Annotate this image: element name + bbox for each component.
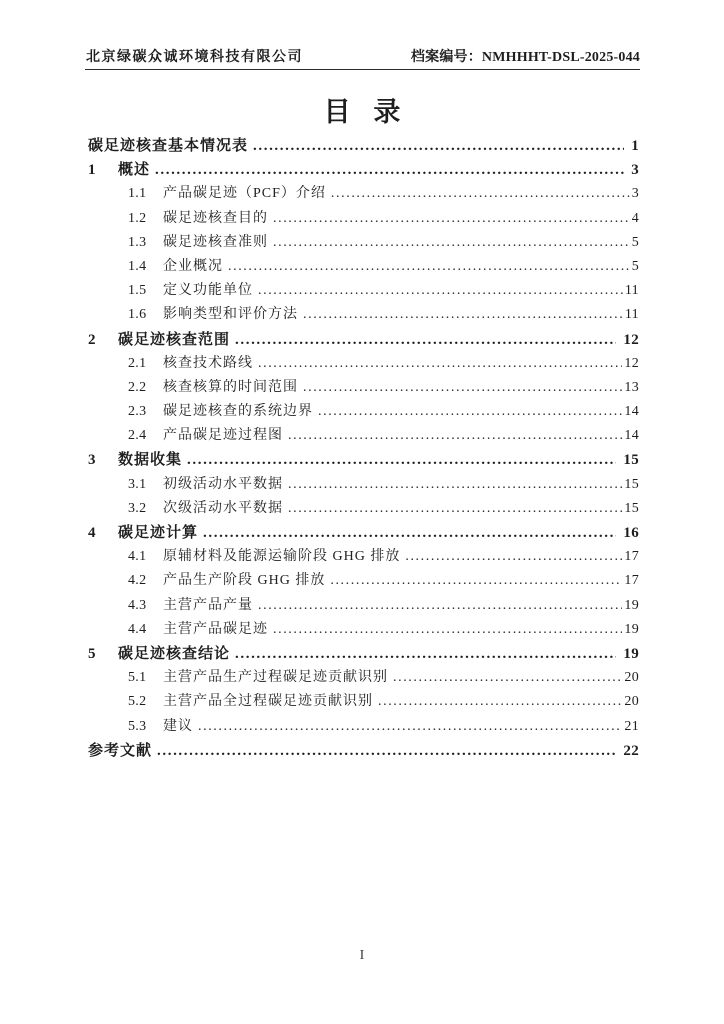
toc-entry (88, 642, 639, 666)
toc-entry-number: 1.2 (128, 210, 147, 226)
toc-entry-number: 1.1 (128, 186, 147, 202)
leader-dots (258, 283, 623, 299)
toc-entry (88, 594, 639, 618)
toc-entry (88, 376, 639, 400)
toc-entry-number: 2.2 (128, 379, 147, 395)
toc-entry-page: 11 (624, 283, 639, 299)
toc-entry (88, 303, 639, 327)
toc-entry-label: 碳足迹核查基本情况表 (88, 138, 249, 154)
toc-entry-label: 影响类型和评价方法 (163, 307, 298, 323)
toc-entry-label: 主营产品全过程碳足迹贡献识别 (163, 694, 373, 710)
toc-entry-label: 产品生产阶段 GHG 排放 (163, 573, 326, 589)
toc-entry-page: 15 (623, 452, 639, 469)
toc-entry-label: 碳足迹核查范围 (118, 331, 231, 348)
toc-entry-number: 1.6 (128, 307, 147, 323)
company-name: 北京绿碳众诚环境科技有限公司 (86, 50, 303, 65)
toc-entry-number: 3.1 (128, 476, 147, 492)
toc-entry (88, 473, 639, 497)
toc-entry (88, 328, 639, 352)
toc-entry-label: 主营产品产量 (163, 597, 253, 613)
toc-entry-label: 产品碳足迹（PCF）介绍 (163, 186, 326, 202)
toc-entry-label: 主营产品生产过程碳足迹贡献识别 (163, 670, 388, 686)
leader-dots (330, 573, 622, 589)
toc-entry-page: 12 (623, 331, 639, 348)
toc-entry-label: 碳足迹核查结论 (118, 645, 231, 662)
toc-entry-page: 15 (624, 476, 639, 492)
leader-dots (235, 332, 616, 349)
toc-entry (88, 545, 639, 569)
toc-entry-page: 3 (631, 162, 639, 179)
leader-dots (288, 428, 622, 444)
toc-entry (88, 424, 639, 448)
toc-entry-page: 3 (631, 186, 639, 202)
toc-entry (88, 158, 639, 182)
toc-entry (88, 690, 639, 714)
leader-dots (393, 670, 622, 686)
leader-dots (303, 380, 622, 396)
toc-entry-page: 15 (624, 500, 639, 516)
toc-entry-label: 碳足迹核查的系统边界 (163, 404, 313, 420)
toc-entry (88, 207, 639, 231)
toc-entry-number: 3 (88, 452, 96, 469)
toc-entry-number: 2.4 (128, 428, 147, 444)
toc-entry (88, 255, 639, 279)
leader-dots (253, 138, 624, 155)
leader-dots (273, 211, 630, 227)
toc-entry-number: 1 (88, 162, 96, 179)
toc-entry-label: 产品碳足迹过程图 (163, 428, 283, 444)
toc-entry-number: 1.4 (128, 258, 147, 274)
toc-entry (88, 715, 639, 739)
toc-entry-page: 17 (624, 573, 639, 589)
toc-entry-label: 核查技术路线 (163, 355, 253, 371)
toc-entry-page: 5 (631, 258, 639, 274)
toc-entry (88, 279, 639, 303)
leader-dots (378, 694, 622, 710)
toc-entry (88, 569, 639, 593)
toc-entry-number: 5.1 (128, 670, 147, 686)
toc-entry-label: 碳足迹核查准则 (163, 234, 268, 250)
toc-entry (88, 448, 639, 472)
leader-dots (273, 235, 630, 251)
toc-entry-page: 1 (631, 138, 639, 154)
toc-entry-page: 13 (624, 379, 639, 395)
header-divider (85, 69, 640, 70)
leader-dots (258, 356, 622, 372)
leader-dots (288, 477, 622, 493)
toc-entry-label: 核查核算的时间范围 (163, 379, 298, 395)
toc-entry-page: 20 (624, 694, 639, 710)
toc-entry-number: 2.3 (128, 404, 147, 420)
toc-entry (88, 400, 639, 424)
toc-entry-number: 4.4 (128, 621, 147, 637)
toc-entry-number: 4.2 (128, 573, 147, 589)
toc-entry-label: 碳足迹核查目的 (163, 210, 268, 226)
toc-entry-number: 3.2 (128, 500, 147, 516)
toc-entry-page: 20 (624, 670, 639, 686)
toc-entry (88, 352, 639, 376)
toc-entry-label: 参考文献 (88, 742, 153, 759)
footer-page-number: I (359, 948, 365, 963)
toc-entry-label: 初级活动水平数据 (163, 476, 283, 492)
archive-number-label: 档案编号： (410, 50, 482, 65)
toc-entry-label: 次级活动水平数据 (163, 500, 283, 516)
toc-entry-page: 21 (624, 718, 639, 734)
toc-entry-number: 2.1 (128, 355, 147, 371)
leader-dots (157, 743, 616, 760)
toc-entry-label: 定义功能单位 (163, 283, 253, 299)
leader-dots (288, 501, 622, 517)
toc-entry (88, 521, 639, 545)
archive-number-value: NMHHHT-DSL-2025-044 (481, 50, 640, 65)
toc-entry (88, 134, 639, 158)
toc-entry (88, 182, 639, 206)
toc-entry-page: 19 (623, 645, 639, 662)
toc-entry-page: 5 (631, 234, 639, 250)
toc-entry-page: 19 (624, 597, 639, 613)
toc-entry-number: 1.3 (128, 234, 147, 250)
toc-entry-page: 14 (624, 404, 639, 420)
toc-entry (88, 618, 639, 642)
toc-entry-page: 22 (623, 742, 639, 759)
toc-entry-label: 数据收集 (118, 452, 183, 469)
toc-entry (88, 739, 639, 763)
toc-entry-label: 企业概况 (163, 258, 223, 274)
toc-entry-label: 概述 (118, 162, 151, 179)
toc-entry-label: 建议 (163, 718, 193, 734)
page-header (86, 46, 640, 66)
leader-dots (187, 452, 616, 469)
toc-entry (88, 231, 639, 255)
leader-dots (273, 622, 622, 638)
leader-dots (228, 259, 630, 275)
toc-entry-number: 2 (88, 331, 96, 348)
leader-dots (303, 307, 623, 323)
toc-entry-page: 4 (631, 210, 639, 226)
toc-entry-number: 4.1 (128, 549, 147, 565)
leader-dots (203, 525, 616, 542)
toc-entry-page: 19 (624, 621, 639, 637)
toc-title: 目 录 (323, 97, 409, 127)
toc-entry-page: 16 (623, 525, 639, 541)
toc-entry-page: 11 (624, 307, 639, 323)
leader-dots (235, 646, 616, 663)
leader-dots (258, 598, 622, 614)
toc-entry-number: 4.3 (128, 597, 147, 613)
toc-entry-number: 5.2 (128, 694, 147, 710)
toc-entry-page: 17 (624, 549, 639, 565)
toc-entry-page: 14 (624, 428, 639, 444)
leader-dots (331, 186, 630, 202)
leader-dots (318, 404, 622, 420)
toc-entry-page: 12 (624, 355, 639, 371)
toc-entry-number: 5 (88, 645, 96, 662)
toc-entry-label: 原辅材料及能源运输阶段 GHG 排放 (163, 549, 401, 565)
toc-entry-number: 5.3 (128, 718, 147, 734)
archive-number (411, 46, 640, 66)
leader-dots (405, 549, 622, 565)
toc-entry (88, 666, 639, 690)
toc-entry-number: 4 (88, 525, 96, 541)
leader-dots (198, 719, 622, 735)
toc-list (88, 134, 639, 763)
leader-dots (155, 162, 624, 179)
toc-entry-label: 主营产品碳足迹 (163, 621, 268, 637)
toc-entry-label: 碳足迹计算 (118, 525, 199, 541)
toc-entry-number: 1.5 (128, 283, 147, 299)
toc-entry (88, 497, 639, 521)
